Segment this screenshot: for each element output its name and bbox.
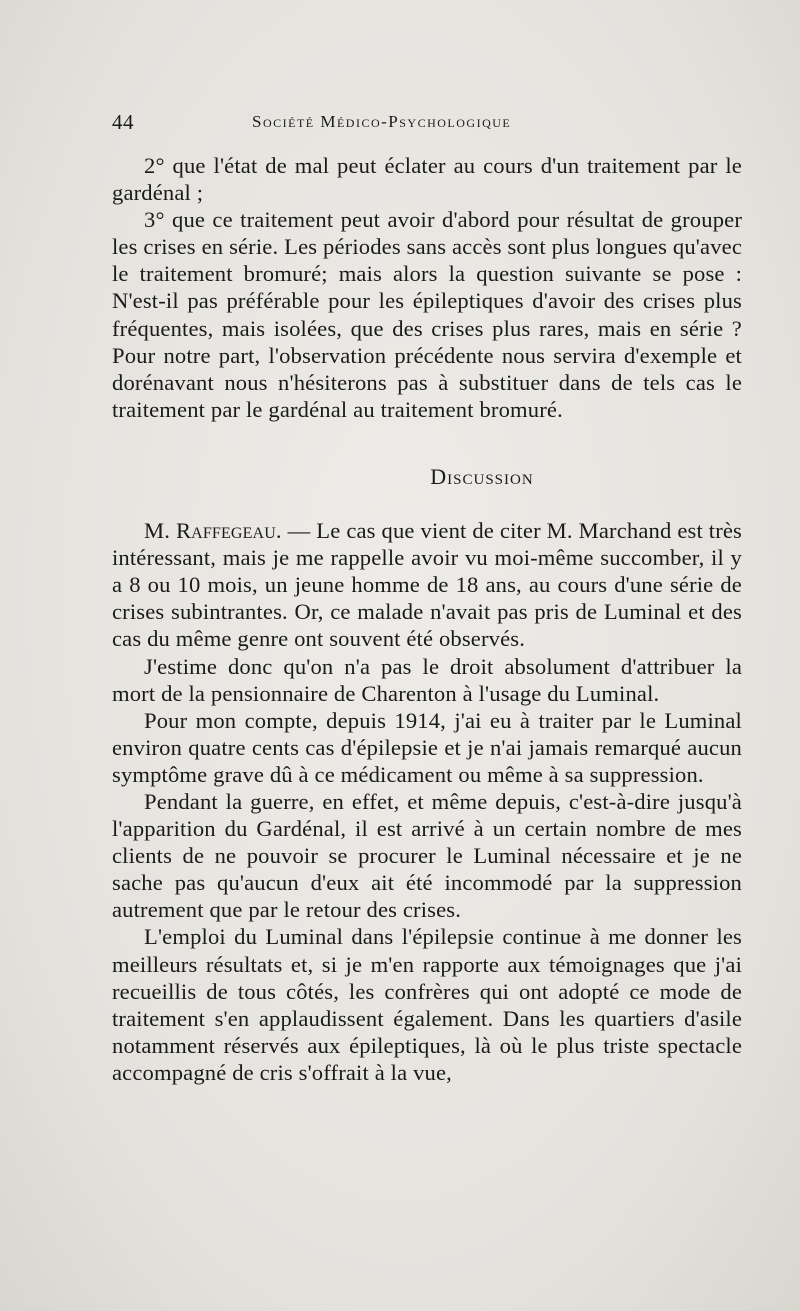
paragraph-item-3: 3° que ce traitement peut avoir d'abord pour résultat de grouper les crises en série. Les périodes sans accès sont plus longues qu'avec le traitement bromuré; mais alors la question suivante se pose : N'est-il pas préférable pour les épileptiques d'avoir des crises plus fréquentes, mais isolées, que des crises plus rares, mais en série ? Pour notre part, l'observation précédente nous servira d'exemple et dorénavant nous n'hésiterons pas à substituer dans de tels cas le traitement par le gardénal au traitement bromuré.	[112, 207, 742, 422]
paragraph-compte: Pour mon compte, depuis 1914, j'ai eu à traiter par le Luminal environ quatre cents cas d'épilepsie et je n'ai jamais remarqué aucun symptôme grave dû à ce médicament ou même à sa suppression.	[112, 707, 742, 787]
body-text	[112, 152, 742, 1086]
discussion-text: — Le cas que vient de citer M. Marchand est très intéressant, mais je me rappelle avoir vu moi-même succomber, il y a 8 ou 10 mois, un jeune homme de 18 ans, au cours d'une série de crises subintrantes. Or, ce malade n'avait pas pris de Luminal et des cas du même genre ont souvent été observés.	[112, 518, 742, 652]
paragraph-guerre: Pendant la guerre, en effet, et même depuis, c'est-à-dire jusqu'à l'apparition du Gardénal, il est arrivé à un certain nombre de mes clients de ne pouvoir se procurer le Luminal nécessaire et je ne sache pas qu'aucun d'eux ait été incommodé par la suppression autrement que par le retour des crises.	[112, 788, 742, 923]
speaker-name: M. Raffegeau.	[144, 518, 282, 544]
paragraph-estime: J'estime donc qu'on n'a pas le droit absolument d'attribuer la mort de la pensionnaire de Charenton à l'usage du Luminal.	[112, 653, 742, 706]
section-heading: Discussion	[430, 463, 534, 489]
paragraph-emploi: L'emploi du Luminal dans l'épilepsie continue à me donner les meilleurs résultats et, si je m'en rapporte aux témoignages que j'ai recueillis de tous côtés, les confrères qui ont adopté ce mode de traitement s'en applaudissent également. Dans les quartiers d'asile notamment réservés aux épileptiques, là où le plus triste spectacle accompagné de cris s'offrait à la vue,	[112, 924, 742, 1085]
paragraph-item-2: 2° que l'état de mal peut éclater au cours d'un traitement par le gardénal ;	[112, 153, 742, 206]
running-title: Société Médico-Psychologique	[252, 112, 512, 131]
discussion-paragraph	[112, 517, 742, 652]
page-header	[112, 110, 742, 140]
page-number: 44	[112, 110, 134, 134]
